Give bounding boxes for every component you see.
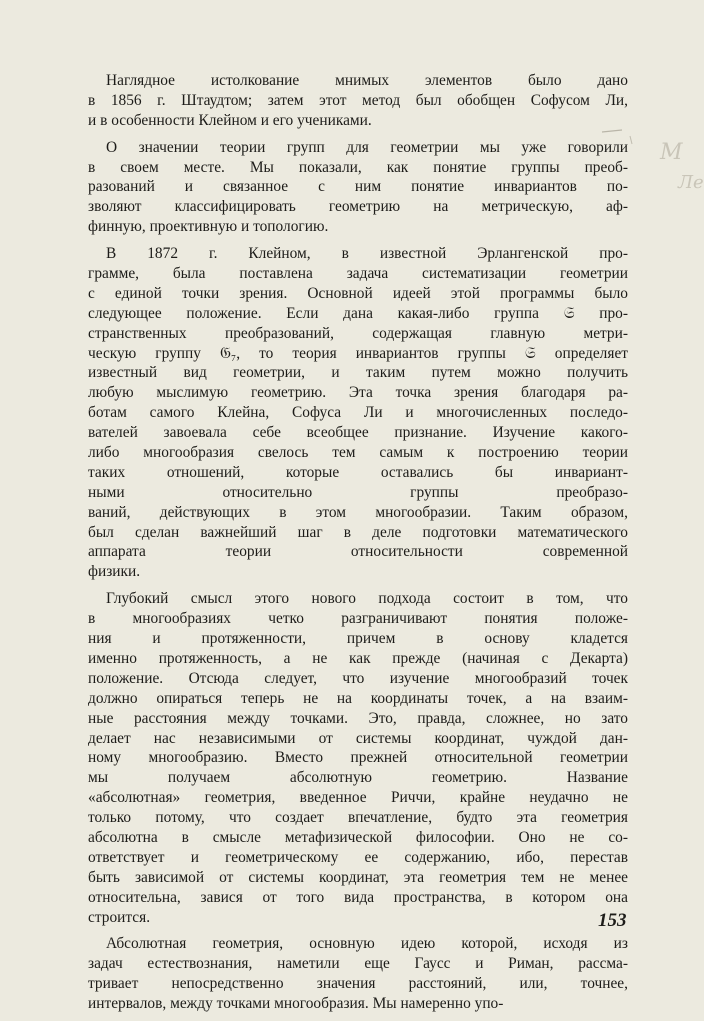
page-number: 153 <box>598 910 627 931</box>
text-line: строится. <box>88 908 151 926</box>
text-line: таких отношений, которые оставались бы инвариант- <box>88 463 628 481</box>
text-line: ные расстояния между точками. Это, правда, сложнее, но зато <box>88 709 628 727</box>
text-line: абсолютна в смысле метафизической философии. Оно не со- <box>88 828 628 846</box>
text-line: либо многообразия свелось тем самым к построению теории <box>88 444 628 462</box>
paragraph <box>88 244 628 582</box>
text-line: финную, проективную и топологию. <box>88 218 329 236</box>
text-line: Наглядное истолкование мнимых элементов было дано <box>106 72 628 89</box>
text-line: в своем месте. Мы показали, как понятие группы преоб- <box>88 158 628 176</box>
text-line: «абсолютная» геометрия, введенное Риччи, крайне неудачно не <box>88 789 628 807</box>
text-line: относительна, завися от того вида пространства, в котором она <box>88 888 628 906</box>
text-line: быть зависимой от системы координат, эта геометрия тем не менее <box>88 868 628 886</box>
text-line: ному многообразию. Вместо прежней относительной геометрии <box>88 749 628 767</box>
text-line: Абсолютная геометрия, основную идею которой, исходя из <box>106 935 628 953</box>
paragraph <box>88 71 628 131</box>
text-line: разований и связанное с ним понятие инвариантов по- <box>88 178 628 196</box>
text-line: тривает непосредственно значения расстояний, или, точнее, <box>88 975 628 993</box>
paragraph <box>88 934 628 1014</box>
text-line: О значении теории групп для геометрии мы уже говорили <box>106 138 628 156</box>
text-line: странственных преобразований, содержащая главную метри- <box>88 324 628 342</box>
margin-note-pencil-2: Ле <box>678 172 704 193</box>
text-line: мы получаем абсолютную геометрию. Название <box>88 769 628 787</box>
text-line: положение. Отсюда следует, что изучение многообразий точек <box>88 669 628 687</box>
text-line: ными относительно группы преобразо- <box>88 483 628 501</box>
text-line: В 1872 г. Клейном, в известной Эрлангенской про- <box>106 245 628 263</box>
text-line: любую мыслимую геометрию. Эта точка зрения благодаря ра- <box>88 384 628 402</box>
text-line: и в особенности Клейном и его учениками. <box>88 111 372 129</box>
text-line: был сделан важнейший шаг в деле подготовки математического <box>88 523 628 541</box>
text-line: только потому, что создает впечатление, будто эта геометрия <box>88 809 628 827</box>
text-line: ваний, действующих в этом многообразии. Таким образом, <box>88 503 628 521</box>
text-line: следующее положение. Если дана какая-либо группа 𝔖 про- <box>88 304 628 322</box>
margin-note-pencil: М <box>660 140 683 165</box>
text-line: ческую группу 𝔊₇, то теория инвариантов группы 𝔖 определяет <box>88 344 628 362</box>
text-line: интервалов, между точками многообразия. Мы намеренно упо- <box>88 995 504 1013</box>
text-line: грамме, была поставлена задача систематизации геометрии <box>88 265 628 283</box>
text-line: известный вид геометрии, и таким путем можно получить <box>88 364 628 382</box>
text-line: задач естествознания, наметили еще Гаусс и Риман, рассма- <box>88 955 628 973</box>
text-line: именно протяженность, а не как прежде (начиная с Декарта) <box>88 649 628 667</box>
text-line: аппарата теории относительности современной <box>88 543 628 561</box>
text-line: ответствует и геометрическому ее содержанию, ибо, перестав <box>88 848 628 866</box>
text-line: делает нас независимыми от системы координат, чуждой дан- <box>88 729 628 747</box>
text-line: ния и протяженности, причем в основу кладется <box>88 630 628 648</box>
text-line: ботам самого Клейна, Софуса Ли и многочисленных последо- <box>88 404 628 422</box>
margin-bracket-mark <box>600 128 640 168</box>
page-text <box>88 71 628 1021</box>
text-line: физики. <box>88 563 141 581</box>
text-line: вателей завоевала себе всеобщее признание. Изучение какого- <box>88 424 628 442</box>
text-line: зволяют классифицировать геометрию на метрическую, аф- <box>88 198 628 216</box>
text-line: должно опираться теперь не на координаты точек, а на взаим- <box>88 689 628 707</box>
paragraph <box>88 589 628 927</box>
text-line: в многообразиях четко разграничивают понятия положе- <box>88 610 628 628</box>
text-line: с единой точки зрения. Основной идеей этой программы было <box>88 284 628 302</box>
text-line: Глубокий смысл этого нового подхода состоит в том, что <box>106 590 628 608</box>
text-line: в 1856 г. Штаудтом; затем этот метод был обобщен Софусом Ли, <box>88 91 628 109</box>
paragraph <box>88 138 628 237</box>
